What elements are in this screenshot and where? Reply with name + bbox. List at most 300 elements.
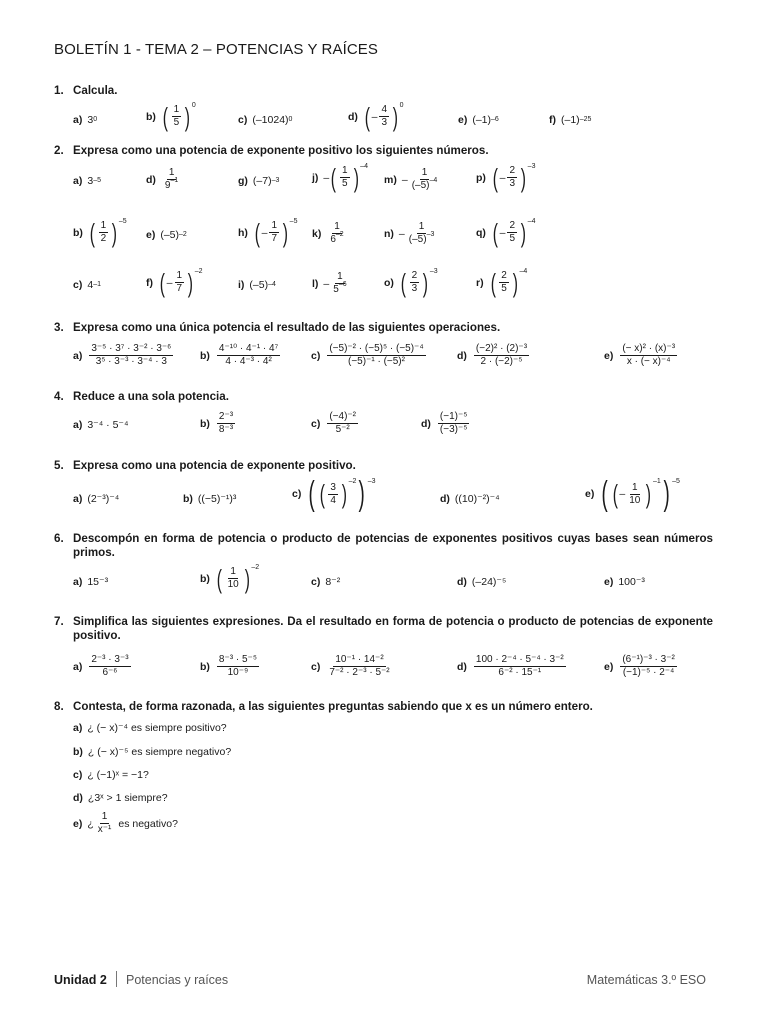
question-number: 3. bbox=[54, 321, 64, 334]
numerator: 2 bbox=[411, 270, 418, 281]
numerator: 3 bbox=[330, 481, 336, 493]
math-expr: 6 bbox=[330, 234, 336, 245]
denominator: 7 bbox=[271, 233, 277, 244]
q2-c: c) 4 –1 bbox=[73, 279, 101, 291]
fraction bbox=[507, 220, 517, 245]
question-text: ¿3ˣ > 1 siempre? bbox=[87, 792, 168, 804]
q2-a: a) 3 –5 bbox=[73, 175, 101, 187]
q1-c: c) (–1024) 0 bbox=[238, 114, 293, 126]
numerator: (−5)⁻² · (−5)⁵ · (−5)⁻⁴ bbox=[329, 343, 424, 354]
fraction bbox=[328, 482, 338, 507]
q2-h bbox=[238, 217, 298, 248]
math-expr: 3⁻⁴ · 5⁻⁴ bbox=[87, 419, 129, 431]
fraction bbox=[269, 220, 279, 245]
q2-k bbox=[312, 221, 348, 246]
paren: ( bbox=[89, 217, 95, 248]
item-label: i) bbox=[238, 279, 245, 291]
item-label: c) bbox=[238, 114, 248, 126]
sign: – bbox=[499, 171, 506, 184]
denominator: (−5)⁻¹ · (−5)² bbox=[348, 356, 405, 367]
question-text: Expresa como una potencia de exponente positivo los siguientes números. bbox=[73, 144, 489, 157]
q1-a: a) 3 0 bbox=[73, 114, 98, 126]
numerator: 1 bbox=[421, 167, 428, 178]
paren: ) bbox=[341, 479, 347, 509]
question-text: Expresa como una única potencia el resultado de las siguientes operaciones. bbox=[73, 321, 501, 334]
math-expr: 100⁻³ bbox=[618, 576, 645, 588]
footer-topic: Potencias y raíces bbox=[126, 973, 229, 987]
item-label: e) bbox=[604, 576, 614, 588]
item-label: e) bbox=[585, 488, 595, 500]
exponent: –4 bbox=[527, 218, 536, 225]
exponent: –2 bbox=[194, 268, 203, 275]
q5-a bbox=[73, 493, 119, 505]
math-expr: 8⁻² bbox=[325, 576, 341, 588]
item-label: b) bbox=[200, 660, 210, 673]
fraction bbox=[327, 654, 391, 679]
item-label: e) bbox=[604, 660, 614, 673]
item-label: j) bbox=[312, 171, 319, 184]
item-label: c) bbox=[311, 349, 321, 362]
item-label: p) bbox=[476, 171, 486, 184]
sign: – bbox=[619, 488, 626, 500]
math-expr: 3 bbox=[87, 175, 94, 187]
item-label: d) bbox=[457, 660, 467, 673]
item-label: a) bbox=[73, 493, 83, 505]
q2-i: i) (–5) –4 bbox=[238, 279, 276, 291]
numerator: 1 bbox=[230, 566, 236, 577]
q6-a bbox=[73, 576, 108, 588]
numerator: (− x)² · (x)⁻³ bbox=[622, 343, 676, 354]
question-number: 2. bbox=[54, 144, 64, 157]
item-label: b) bbox=[183, 493, 193, 505]
sign: – bbox=[401, 173, 408, 186]
q8-e bbox=[73, 811, 178, 836]
item-label: c) bbox=[292, 488, 302, 500]
q4-d bbox=[421, 411, 471, 436]
q7-d bbox=[457, 654, 568, 679]
numerator: 1 bbox=[168, 167, 175, 178]
q3-d bbox=[457, 343, 531, 368]
paren: ( bbox=[364, 101, 370, 132]
math-expr: (–1) bbox=[472, 114, 492, 126]
denominator: 3⁵ · 3⁻³ · 3⁻⁴ · 3 bbox=[95, 356, 167, 367]
denominator: 2 bbox=[100, 233, 107, 244]
denominator: 5⁻² bbox=[335, 424, 350, 435]
numerator: (6⁻¹)⁻³ · 3⁻² bbox=[622, 654, 675, 665]
denominator: 5 bbox=[501, 283, 507, 294]
q6-d bbox=[457, 576, 506, 588]
denominator bbox=[163, 177, 180, 192]
math-expr: (2⁻³)⁻⁴ bbox=[87, 493, 120, 505]
math-expr: 9 bbox=[164, 180, 171, 191]
q3-b bbox=[200, 343, 282, 368]
question-7 bbox=[54, 615, 714, 643]
q1-d bbox=[348, 101, 404, 132]
item-label: g) bbox=[238, 175, 248, 187]
paren: ) bbox=[184, 101, 191, 132]
paren: ) bbox=[358, 475, 366, 513]
fraction bbox=[175, 270, 185, 295]
q7-e bbox=[604, 654, 679, 679]
footer-divider bbox=[116, 971, 117, 987]
denominator: (−3)⁻⁵ bbox=[439, 424, 468, 435]
item-label: a) bbox=[73, 114, 83, 126]
paren: ) bbox=[353, 162, 359, 193]
math-expr: (–24)⁻⁵ bbox=[471, 576, 507, 588]
item-label: d) bbox=[73, 792, 83, 804]
paren: ) bbox=[282, 217, 288, 248]
fraction bbox=[172, 104, 182, 129]
exponent: –3 bbox=[367, 478, 376, 485]
exponent: –6 bbox=[338, 281, 347, 288]
item-label: b) bbox=[146, 110, 156, 123]
math-expr: ((−5)⁻¹)³ bbox=[197, 493, 237, 505]
q1-b bbox=[146, 101, 196, 132]
item-label: c) bbox=[73, 769, 83, 781]
q2-f bbox=[146, 267, 203, 298]
denominator: 6⁻⁶ bbox=[102, 667, 118, 678]
denominator: 10 bbox=[227, 579, 239, 590]
question-text: Expresa como una potencia de exponente positivo. bbox=[73, 459, 356, 472]
math-expr: 3 bbox=[87, 114, 94, 126]
denominator: 5 bbox=[509, 233, 515, 244]
item-label: b) bbox=[73, 746, 83, 758]
q5-e bbox=[585, 475, 680, 513]
fraction bbox=[327, 343, 425, 368]
q5-c bbox=[292, 475, 376, 513]
q6-e bbox=[604, 576, 645, 588]
fraction bbox=[499, 270, 509, 295]
item-label: c) bbox=[311, 660, 321, 673]
item-label: d) bbox=[146, 173, 156, 186]
question-6 bbox=[54, 532, 714, 560]
q1-f: f) (–1) –25 bbox=[549, 114, 592, 126]
fraction bbox=[407, 221, 437, 246]
fraction bbox=[89, 343, 173, 368]
sign: – bbox=[499, 226, 506, 239]
math-expr: 4 bbox=[87, 279, 94, 291]
exponent: –1 bbox=[170, 177, 179, 184]
q2-g: g) (–7) –3 bbox=[238, 175, 280, 187]
denominator: 6⁻² · 15⁻¹ bbox=[498, 667, 542, 678]
exponent: 0 bbox=[399, 102, 404, 109]
exponent: –5 bbox=[672, 478, 680, 485]
numerator: (−1)⁻⁵ bbox=[439, 411, 468, 422]
math-expr: 15⁻³ bbox=[87, 576, 109, 588]
q5-b bbox=[183, 493, 236, 505]
denominator: 3 bbox=[411, 283, 418, 294]
item-label: e) bbox=[146, 229, 156, 241]
question-number: 5. bbox=[54, 459, 64, 472]
footer-course: Matemáticas 3.º ESO bbox=[586, 973, 706, 987]
denominator: 7⁻² · 2⁻³ · 5⁻² bbox=[329, 667, 390, 678]
paren: ) bbox=[646, 479, 652, 509]
exponent: 0 bbox=[191, 102, 196, 109]
fraction bbox=[474, 654, 566, 679]
fraction bbox=[99, 220, 109, 245]
numerator: (−2)² · (2)⁻³ bbox=[475, 343, 528, 354]
paren: ) bbox=[187, 267, 194, 298]
paren: ) bbox=[392, 101, 398, 132]
fraction bbox=[96, 811, 114, 836]
numerator: 2⁻³ bbox=[218, 411, 234, 422]
q2-n bbox=[384, 221, 438, 246]
item-label: r) bbox=[476, 276, 484, 289]
item-label: a) bbox=[73, 175, 83, 187]
item-label: b) bbox=[200, 349, 210, 362]
q2-q bbox=[476, 217, 536, 248]
paren: ) bbox=[512, 267, 518, 298]
q2-b bbox=[73, 217, 127, 248]
denominator: 5 bbox=[341, 178, 348, 189]
question-1 bbox=[54, 84, 714, 98]
q6-b bbox=[200, 563, 260, 594]
item-label: d) bbox=[457, 349, 467, 362]
paren: ( bbox=[216, 563, 222, 594]
q2-d bbox=[146, 167, 182, 192]
q8-c bbox=[73, 769, 149, 781]
denominator: 3 bbox=[509, 178, 515, 189]
fraction bbox=[379, 104, 389, 129]
exponent: –1 bbox=[652, 478, 661, 485]
q2-l bbox=[312, 271, 351, 296]
denominator: 7 bbox=[176, 283, 183, 294]
paren: ( bbox=[601, 475, 609, 513]
q7-b bbox=[200, 654, 261, 679]
footer-unit: Unidad 2 bbox=[54, 973, 107, 987]
exponent: –3 bbox=[429, 268, 438, 275]
item-label: d) bbox=[457, 576, 467, 588]
denominator: 8⁻³ bbox=[218, 424, 234, 435]
item-label: a) bbox=[73, 660, 83, 673]
fraction bbox=[328, 221, 345, 246]
paren: ( bbox=[162, 101, 168, 132]
paren: ) bbox=[111, 217, 118, 248]
denominator: 5 bbox=[173, 117, 180, 128]
exponent: –2 bbox=[348, 478, 357, 485]
q2-o bbox=[384, 267, 438, 298]
item-label: l) bbox=[312, 277, 319, 290]
question-number: 8. bbox=[54, 700, 64, 713]
paren: ( bbox=[308, 475, 316, 513]
paren: ( bbox=[612, 479, 618, 509]
exponent: –5 bbox=[289, 218, 298, 225]
exponent: –3 bbox=[527, 163, 536, 170]
q8-b bbox=[73, 746, 231, 758]
item-label: c) bbox=[311, 417, 321, 430]
numerator: 8⁻³ · 5⁻⁵ bbox=[218, 654, 257, 665]
numerator: 1 bbox=[100, 220, 107, 231]
denominator: (−1)⁻⁵ · 2⁻⁴ bbox=[622, 667, 675, 678]
fraction bbox=[620, 654, 677, 679]
paren: ) bbox=[520, 217, 526, 248]
denominator bbox=[410, 177, 440, 192]
paren: ( bbox=[254, 217, 260, 248]
item-label: h) bbox=[238, 226, 248, 239]
q3-e bbox=[604, 343, 679, 368]
fraction bbox=[217, 654, 259, 679]
item-label: e) bbox=[73, 817, 83, 830]
sign: – bbox=[323, 277, 330, 290]
math-expr: (–5) bbox=[160, 229, 180, 241]
fraction bbox=[474, 343, 529, 368]
fraction bbox=[340, 165, 350, 190]
exponent: –2 bbox=[335, 231, 344, 238]
q6-c bbox=[311, 576, 340, 588]
question-5 bbox=[54, 459, 714, 473]
math-expr: (–5) bbox=[411, 180, 430, 191]
item-label: a) bbox=[73, 349, 83, 362]
q8-d bbox=[73, 792, 168, 804]
fraction bbox=[331, 271, 348, 296]
numerator: 100 · 2⁻⁴ · 5⁻⁴ · 3⁻² bbox=[475, 654, 564, 665]
question-text: Reduce a una sola potencia. bbox=[73, 390, 229, 403]
exponent: –5 bbox=[118, 218, 127, 225]
numerator: 1 bbox=[173, 104, 180, 115]
numerator: 1 bbox=[334, 221, 340, 232]
paren: ( bbox=[159, 267, 165, 298]
paren: ( bbox=[400, 267, 406, 298]
fraction bbox=[438, 411, 470, 436]
denominator: 10⁻⁹ bbox=[227, 667, 249, 678]
question-text: Contesta, de forma razonada, a las siguientes preguntas sabiendo que x es un número entero. bbox=[73, 700, 593, 713]
item-label: m) bbox=[384, 173, 397, 186]
sign: – bbox=[166, 276, 173, 289]
item-label: a) bbox=[73, 576, 83, 588]
q2-m bbox=[384, 167, 441, 192]
question-number: 4. bbox=[54, 390, 64, 403]
denominator: 4 · 4⁻³ · 4² bbox=[225, 356, 272, 367]
paren: ( bbox=[492, 162, 498, 193]
exponent: –4 bbox=[360, 163, 368, 170]
question-text: ¿ (−1)ˣ = −1? bbox=[87, 769, 149, 781]
item-label: d) bbox=[440, 493, 450, 505]
fraction bbox=[163, 167, 180, 192]
q7-c bbox=[311, 654, 394, 679]
question-text: Calcula. bbox=[73, 84, 118, 97]
item-label: b) bbox=[73, 226, 83, 239]
question-number: 1. bbox=[54, 84, 64, 97]
question-text: ¿ bbox=[87, 817, 94, 830]
numerator: 1 bbox=[341, 165, 348, 176]
item-label: k) bbox=[312, 227, 322, 240]
item-label: d) bbox=[421, 417, 431, 430]
paren: ) bbox=[422, 267, 429, 298]
item-label: f) bbox=[549, 114, 556, 126]
numerator: 2⁻³ · 3⁻³ bbox=[91, 654, 129, 665]
question-number: 6. bbox=[54, 532, 64, 545]
numerator: (−4)⁻² bbox=[329, 411, 357, 422]
denominator bbox=[328, 231, 345, 246]
q4-c bbox=[311, 411, 360, 436]
math-expr: (–5) bbox=[249, 279, 269, 291]
q3-a bbox=[73, 343, 175, 368]
item-label: c) bbox=[73, 279, 83, 291]
denominator: 4 bbox=[330, 494, 336, 506]
exponent: –4 bbox=[519, 268, 528, 275]
denominator: 3 bbox=[381, 117, 387, 128]
numerator: 1 bbox=[631, 481, 638, 493]
paren: ) bbox=[244, 563, 250, 594]
paren: ( bbox=[331, 162, 337, 193]
numerator: 1 bbox=[176, 270, 183, 281]
denominator bbox=[407, 231, 437, 246]
question-4 bbox=[54, 390, 714, 404]
math-expr: (–1024) bbox=[252, 114, 289, 126]
q2-j bbox=[312, 162, 368, 193]
fraction bbox=[620, 343, 677, 368]
denominator: x⁻¹ bbox=[97, 824, 112, 835]
numerator: 2 bbox=[509, 165, 515, 176]
fraction bbox=[89, 654, 130, 679]
sign: – bbox=[398, 227, 405, 240]
fraction bbox=[226, 566, 241, 591]
math-expr: (–7) bbox=[252, 175, 272, 187]
question-text: ¿ (− x)⁻⁴ es siempre positivo? bbox=[87, 722, 227, 734]
item-label: f) bbox=[146, 276, 153, 289]
denominator: 10 bbox=[629, 494, 641, 506]
question-text: Descompón en forma de potencia o producto de potencias de exponentes positivos cuyas bases sean números primos. bbox=[73, 532, 713, 559]
q4-a bbox=[73, 419, 128, 431]
fraction bbox=[410, 167, 440, 192]
numerator: 4 bbox=[381, 104, 387, 115]
math-expr: ((10)⁻²)⁻⁴ bbox=[454, 493, 500, 505]
math-expr: (–1) bbox=[561, 114, 580, 126]
item-label: b) bbox=[200, 572, 210, 585]
numerator: 1 bbox=[271, 220, 277, 231]
question-3 bbox=[54, 321, 714, 335]
numerator: 2 bbox=[509, 220, 515, 231]
page-title: BOLETÍN 1 - TEMA 2 – POTENCIAS Y RAÍCES bbox=[54, 41, 379, 58]
math-expr: 5 bbox=[333, 284, 339, 295]
fraction bbox=[217, 411, 235, 436]
q3-c bbox=[311, 343, 428, 368]
question-text: ¿ (− x)⁻⁵ es siempre negativo? bbox=[87, 746, 232, 758]
item-label: o) bbox=[384, 276, 394, 289]
q8-a bbox=[73, 722, 227, 734]
item-label: q) bbox=[476, 226, 486, 239]
fraction bbox=[410, 270, 420, 295]
question-8 bbox=[54, 700, 714, 714]
question-text: es negativo? bbox=[118, 817, 178, 830]
numerator: 1 bbox=[418, 221, 425, 232]
q4-b bbox=[200, 411, 237, 436]
numerator: 1 bbox=[101, 811, 108, 822]
fraction bbox=[217, 343, 280, 368]
numerator: 4⁻¹⁰ · 4⁻¹ · 4⁷ bbox=[218, 343, 279, 354]
item-label: e) bbox=[458, 114, 468, 126]
sign: – bbox=[371, 110, 378, 123]
fraction bbox=[507, 165, 517, 190]
question-2 bbox=[54, 144, 714, 158]
numerator: 3⁻⁵ · 3⁷ · 3⁻² · 3⁻⁶ bbox=[91, 343, 172, 354]
paren: ) bbox=[663, 475, 670, 513]
denominator bbox=[331, 281, 348, 296]
q2-r bbox=[476, 267, 528, 298]
paren: ( bbox=[319, 479, 325, 509]
item-label: c) bbox=[311, 576, 321, 588]
item-label: e) bbox=[604, 349, 614, 362]
q5-d bbox=[440, 493, 500, 505]
item-label: d) bbox=[348, 110, 358, 123]
q1-e: e) (–1) –6 bbox=[458, 114, 499, 126]
sign: – bbox=[323, 171, 330, 184]
fraction bbox=[327, 411, 358, 436]
item-label: a) bbox=[73, 722, 83, 734]
numerator: 2 bbox=[501, 270, 507, 281]
item-label: a) bbox=[73, 419, 83, 431]
exponent: –4 bbox=[429, 177, 438, 184]
